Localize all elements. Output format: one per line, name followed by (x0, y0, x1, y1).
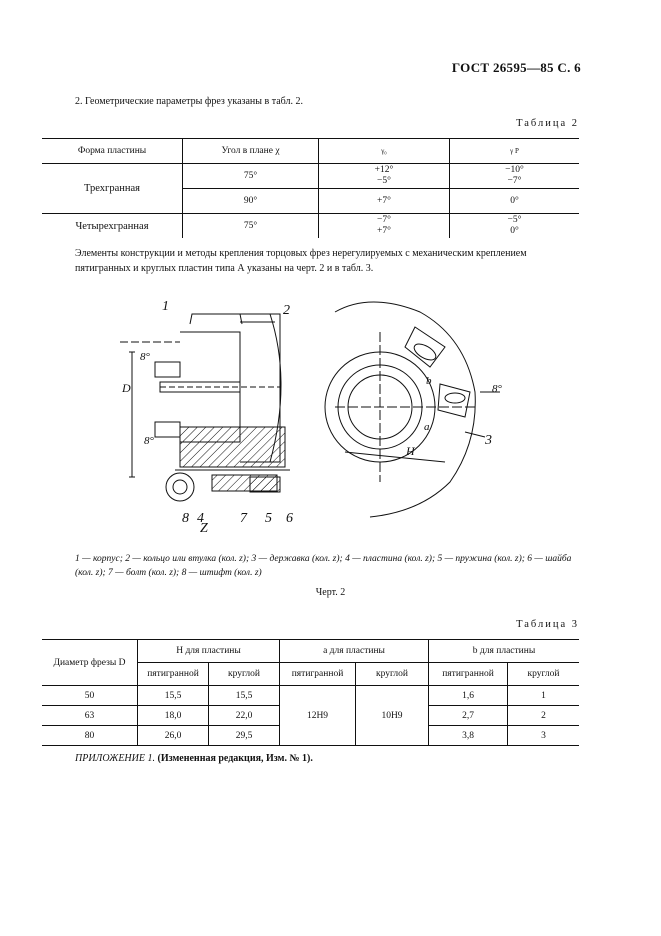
label-2: 2 (283, 303, 290, 318)
appendix-title: ПРИЛОЖЕНИЕ 1. (75, 753, 155, 764)
label-3: 3 (485, 433, 492, 448)
page-header: ГОСТ 26595—85 С. 6 (451, 60, 581, 75)
cell-hr: 15,5 (209, 686, 280, 706)
label-b: b (426, 375, 432, 387)
cell-br: 2 (508, 706, 580, 726)
label-5: 5 (265, 511, 272, 526)
table-2-caption: Таблица 2 (516, 118, 579, 129)
cell-angle: 90° (183, 189, 319, 214)
header-diameter: Диаметр фрезы D (42, 640, 138, 686)
figure-caption: Черт. 2 (315, 587, 346, 598)
cell-g0: −7° +7° (319, 214, 450, 239)
technical-drawing (120, 292, 540, 532)
end-view (325, 302, 500, 517)
table-3-caption: Таблица 3 (516, 619, 579, 630)
table-row (42, 214, 579, 239)
label-4: 4 (197, 511, 204, 526)
label-a: a (424, 421, 430, 433)
sub-h-round: круглой (209, 663, 280, 686)
label-h: H (406, 444, 415, 458)
table-2 (42, 138, 579, 238)
paragraph-2: 2. Геометрические параметры фрез указаны в табл. 2. (75, 96, 303, 107)
label-z: Z (200, 521, 208, 532)
table-row (42, 164, 579, 189)
header-gamma0: γ₀ (319, 139, 450, 164)
table-2-header-row (42, 139, 579, 164)
cell-b5: 2,7 (429, 706, 508, 726)
figure-legend: 1 — корпус; 2 — кольцо или втулка (кол. z); 3 — державка (кол. z); 4 — пластина (кол. z); 5 — пружина (кол. z); 6 — шайба (кол. z); 7 — болт (кол. z); 8 — штифт (кол. z) (75, 554, 572, 578)
cell-gp: 0° (450, 189, 580, 214)
label-6: 6 (286, 511, 293, 526)
cell-d: 50 (84, 690, 95, 701)
paragraph-elements: Элементы конструкции и методы крепления торцовых фрез нерегулируемых с механическим креплением пятигранных и круглых пластин типа А указаны на черт. 2 и в табл. 3. (75, 248, 527, 274)
cell-h5: 26,0 (138, 726, 209, 746)
cell-d: 80 (84, 730, 95, 741)
cell-a5: 12Н9 (280, 686, 356, 746)
sub-b-round: круглой (508, 663, 580, 686)
header-h-group: H для пластины (138, 640, 280, 663)
cell-b5: 1,6 (429, 686, 508, 706)
header-a-group: a для пластины (280, 640, 429, 663)
cell-angle: 75° (183, 164, 319, 189)
table-3-header-row (42, 640, 579, 663)
appendix-edition: (Измененная редакция, Изм. № 1). (157, 753, 313, 764)
cell-br: 1 (508, 686, 580, 706)
header-gammap: γ P (450, 139, 580, 164)
header-b-group: b для пластины (429, 640, 580, 663)
section-view (120, 314, 290, 501)
cell-angle: 75° (183, 214, 319, 239)
label-angle-right: 8° (492, 383, 502, 395)
sub-b-penta: пятигранной (429, 663, 508, 686)
cell-g0: +7° (319, 189, 450, 214)
cell-gp: −5° 0° (450, 214, 580, 239)
sub-h-penta: пятигранной (138, 663, 209, 686)
label-7: 7 (240, 511, 247, 526)
label-angle-bottom: 8° (144, 435, 154, 447)
label-1: 1 (162, 299, 169, 314)
cell-gp: −10° −7° (450, 164, 580, 189)
table-3 (42, 639, 579, 746)
cell-shape: Четырехгранная (75, 220, 149, 232)
header-shape: Форма пластины (42, 139, 183, 164)
cell-d: 63 (84, 710, 95, 721)
appendix-note (75, 753, 313, 764)
cell-b5: 3,8 (429, 726, 508, 746)
cell-shape: Трехгранная (42, 164, 183, 214)
label-angle-top: 8° (140, 351, 150, 363)
sub-a-penta: пятигранной (280, 663, 356, 686)
cell-hr: 22,0 (209, 706, 280, 726)
cell-hr: 29,5 (209, 726, 280, 746)
cell-g0: +12° −5° (319, 164, 450, 189)
cell-h5: 18,0 (138, 706, 209, 726)
cell-br: 3 (508, 726, 580, 746)
table-row (42, 686, 579, 706)
label-d: D (122, 381, 131, 395)
label-8: 8 (182, 511, 189, 526)
header-angle: Угол в плане χ (183, 139, 319, 164)
cell-ar: 10Н9 (356, 686, 429, 746)
sub-a-round: круглой (356, 663, 429, 686)
cell-h5: 15,5 (138, 686, 209, 706)
